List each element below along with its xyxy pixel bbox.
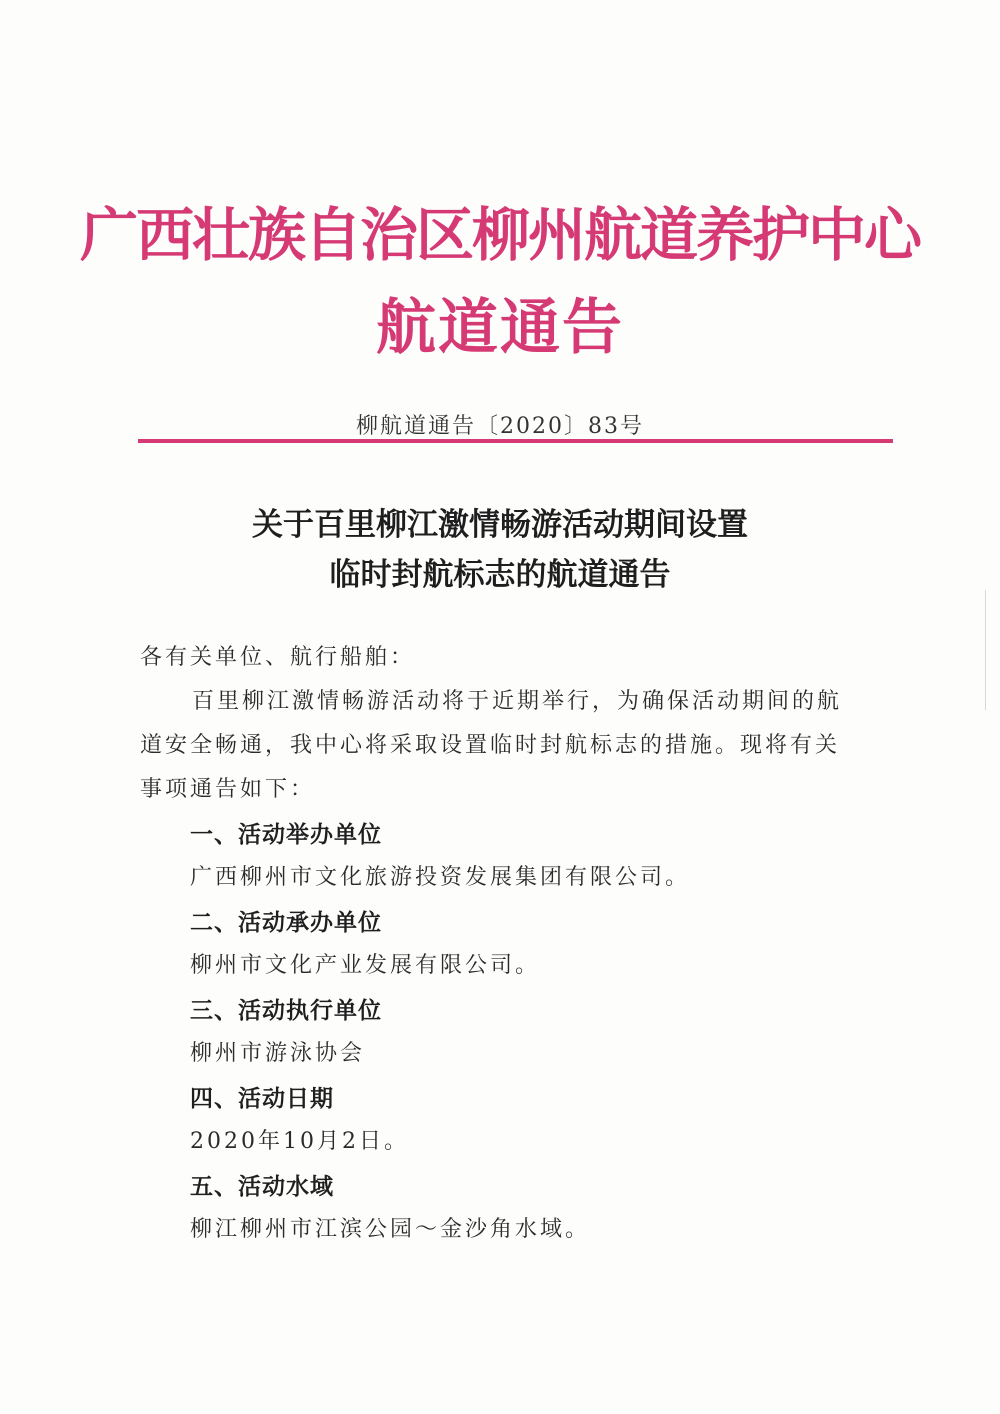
section-heading-date: 四、活动日期 xyxy=(190,1086,334,1112)
notice-subject xyxy=(0,500,1000,600)
header-divider-line xyxy=(138,439,893,443)
section-content-executor: 柳州市游泳协会 xyxy=(190,1041,366,1066)
section-content-date: 2020年10月2日。 xyxy=(190,1129,409,1154)
page-edge-mark xyxy=(985,590,986,710)
salutation: 各有关单位、航行船舶： xyxy=(140,645,416,670)
section-content-organizer: 广西柳州市文化旅游投资发展集团有限公司。 xyxy=(190,865,691,890)
section-heading-waters: 五、活动水域 xyxy=(190,1174,334,1200)
section-heading-organizer: 一、活动举办单位 xyxy=(190,822,382,848)
subject-line-2: 临时封航标志的航道通告 xyxy=(329,557,671,593)
section-heading-undertaker: 二、活动承办单位 xyxy=(190,910,382,936)
intro-line-3: 事项通告如下： xyxy=(140,777,316,802)
intro-line-1: 百里柳江激情畅游活动将于近期举行，为确保活动期间的航 xyxy=(192,689,843,714)
subject-line-1: 关于百里柳江激情畅游活动期间设置 xyxy=(252,507,748,543)
section-heading-executor: 三、活动执行单位 xyxy=(190,998,382,1024)
organization-title: 广西壮族自治区柳州航道养护中心 xyxy=(79,201,920,269)
section-content-undertaker: 柳州市文化产业发展有限公司。 xyxy=(190,953,541,978)
document-number: 柳航道通告〔2020〕83号 xyxy=(356,414,644,439)
section-content-waters: 柳江柳州市江滨公园～金沙角水域。 xyxy=(190,1217,591,1242)
intro-line-2: 道安全畅通，我中心将采取设置临时封航标志的措施。现将有关 xyxy=(140,733,841,758)
document-type-title: 航道通告 xyxy=(376,293,624,363)
